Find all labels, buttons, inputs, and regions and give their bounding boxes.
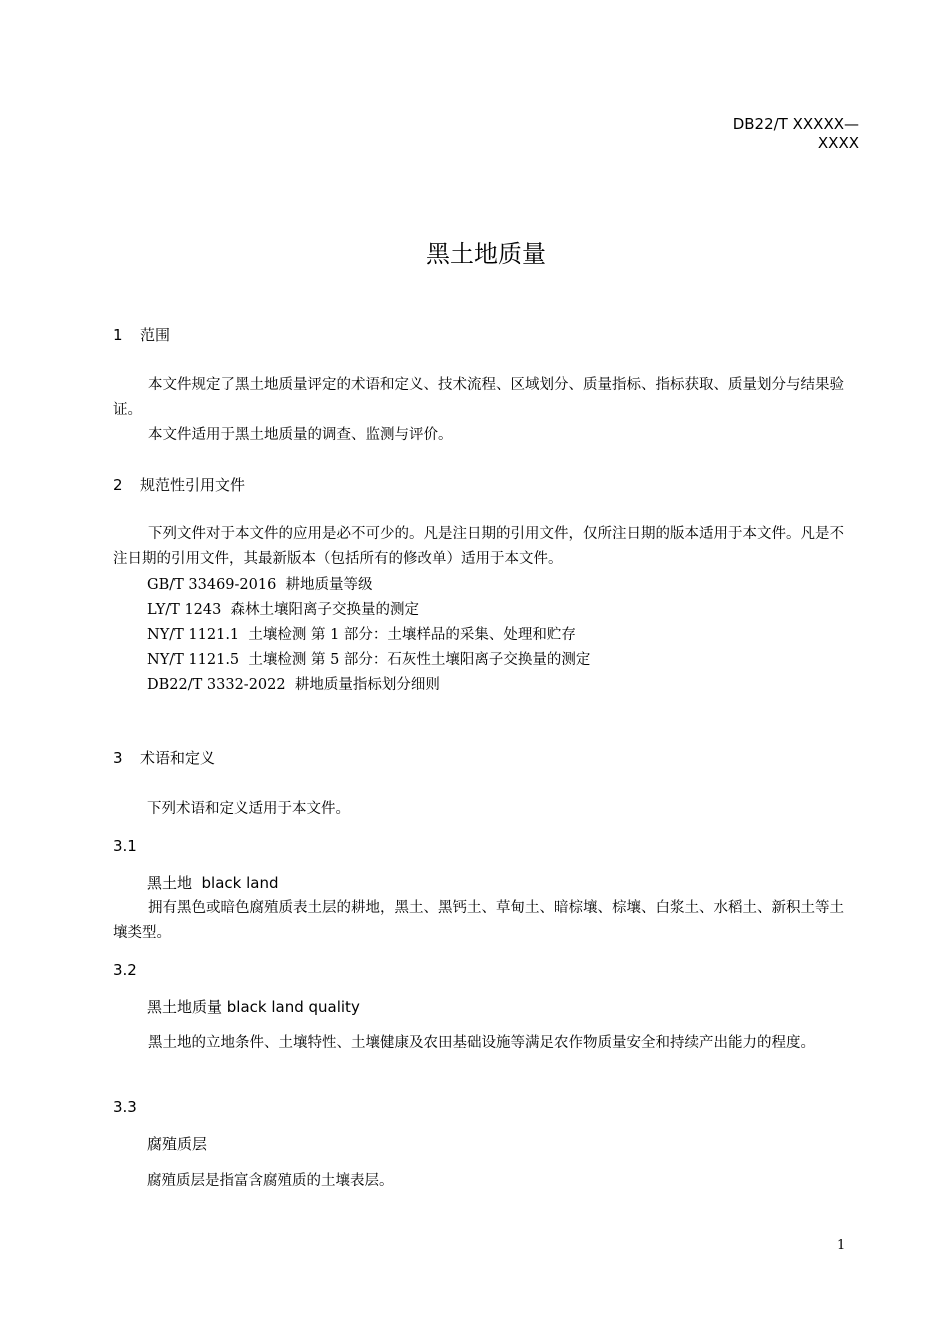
references-intro: 下列文件对于本文件的应用是必不可少的。凡是注日期的引用文件，仅所注日期的版本适用于本文件。凡是不注日期的引用文件，其最新版本（包括所有的修改单）适用于本文件。	[113, 526, 844, 567]
term-definition: 拥有黑色或暗色腐殖质表土层的耕地，黑土、黑钙土、草甸土、暗棕壤、棕壤、白浆土、水稻土、新积土等土壤类型。	[113, 900, 844, 941]
term-definition: 黑土地的立地条件、土壤特性、土壤健康及农田基础设施等满足农作物质量安全和持续产出能力的程度。	[148, 1035, 815, 1051]
document-title: 黑土地质量	[426, 240, 546, 268]
section-number: 1	[113, 326, 123, 344]
reference-item: DB22/T 3332-2022 耕地质量指标划分细则	[147, 677, 440, 693]
reference-item: NY/T 1121.5 土壤检测 第 5 部分：石灰性土壤阳离子交换量的测定	[147, 652, 591, 668]
term-number: 3.1	[113, 837, 137, 855]
scope-paragraph-1: 本文件规定了黑土地质量评定的术语和定义、技术流程、区域划分、质量指标、指标获取、质量划分与结果验证。	[113, 377, 844, 418]
reference-item: LY/T 1243 森林土壤阳离子交换量的测定	[147, 602, 420, 618]
section-number: 2	[113, 476, 123, 494]
section-title: 规范性引用文件	[140, 476, 246, 494]
section-title: 范围	[140, 326, 171, 344]
section-title: 术语和定义	[140, 749, 216, 767]
term-title: 黑土地 black land	[147, 874, 279, 892]
section-heading-scope	[113, 325, 170, 345]
reference-item: NY/T 1121.1 土壤检测 第 1 部分：土壤样品的采集、处理和贮存	[147, 627, 576, 643]
term-title: 腐殖质层	[147, 1135, 208, 1153]
section-heading-terms	[113, 748, 215, 768]
document-number	[733, 115, 859, 153]
page-number: 1	[837, 1238, 846, 1253]
document-number-line2: XXXX	[817, 134, 859, 152]
document-number-line1: DB22/T XXXXX—	[732, 115, 859, 133]
scope-paragraph-2: 本文件适用于黑土地质量的调查、监测与评价。	[148, 427, 453, 443]
reference-item: GB/T 33469-2016 耕地质量等级	[147, 577, 373, 593]
terms-intro: 下列术语和定义适用于本文件。	[147, 801, 350, 817]
section-heading-normative-references	[113, 475, 245, 495]
section-number: 3	[113, 749, 123, 767]
term-number: 3.2	[113, 961, 137, 979]
term-title: 黑土地质量 black land quality	[147, 998, 360, 1016]
term-definition: 腐殖质层是指富含腐殖质的土壤表层。	[147, 1173, 394, 1189]
term-number: 3.3	[113, 1098, 137, 1116]
